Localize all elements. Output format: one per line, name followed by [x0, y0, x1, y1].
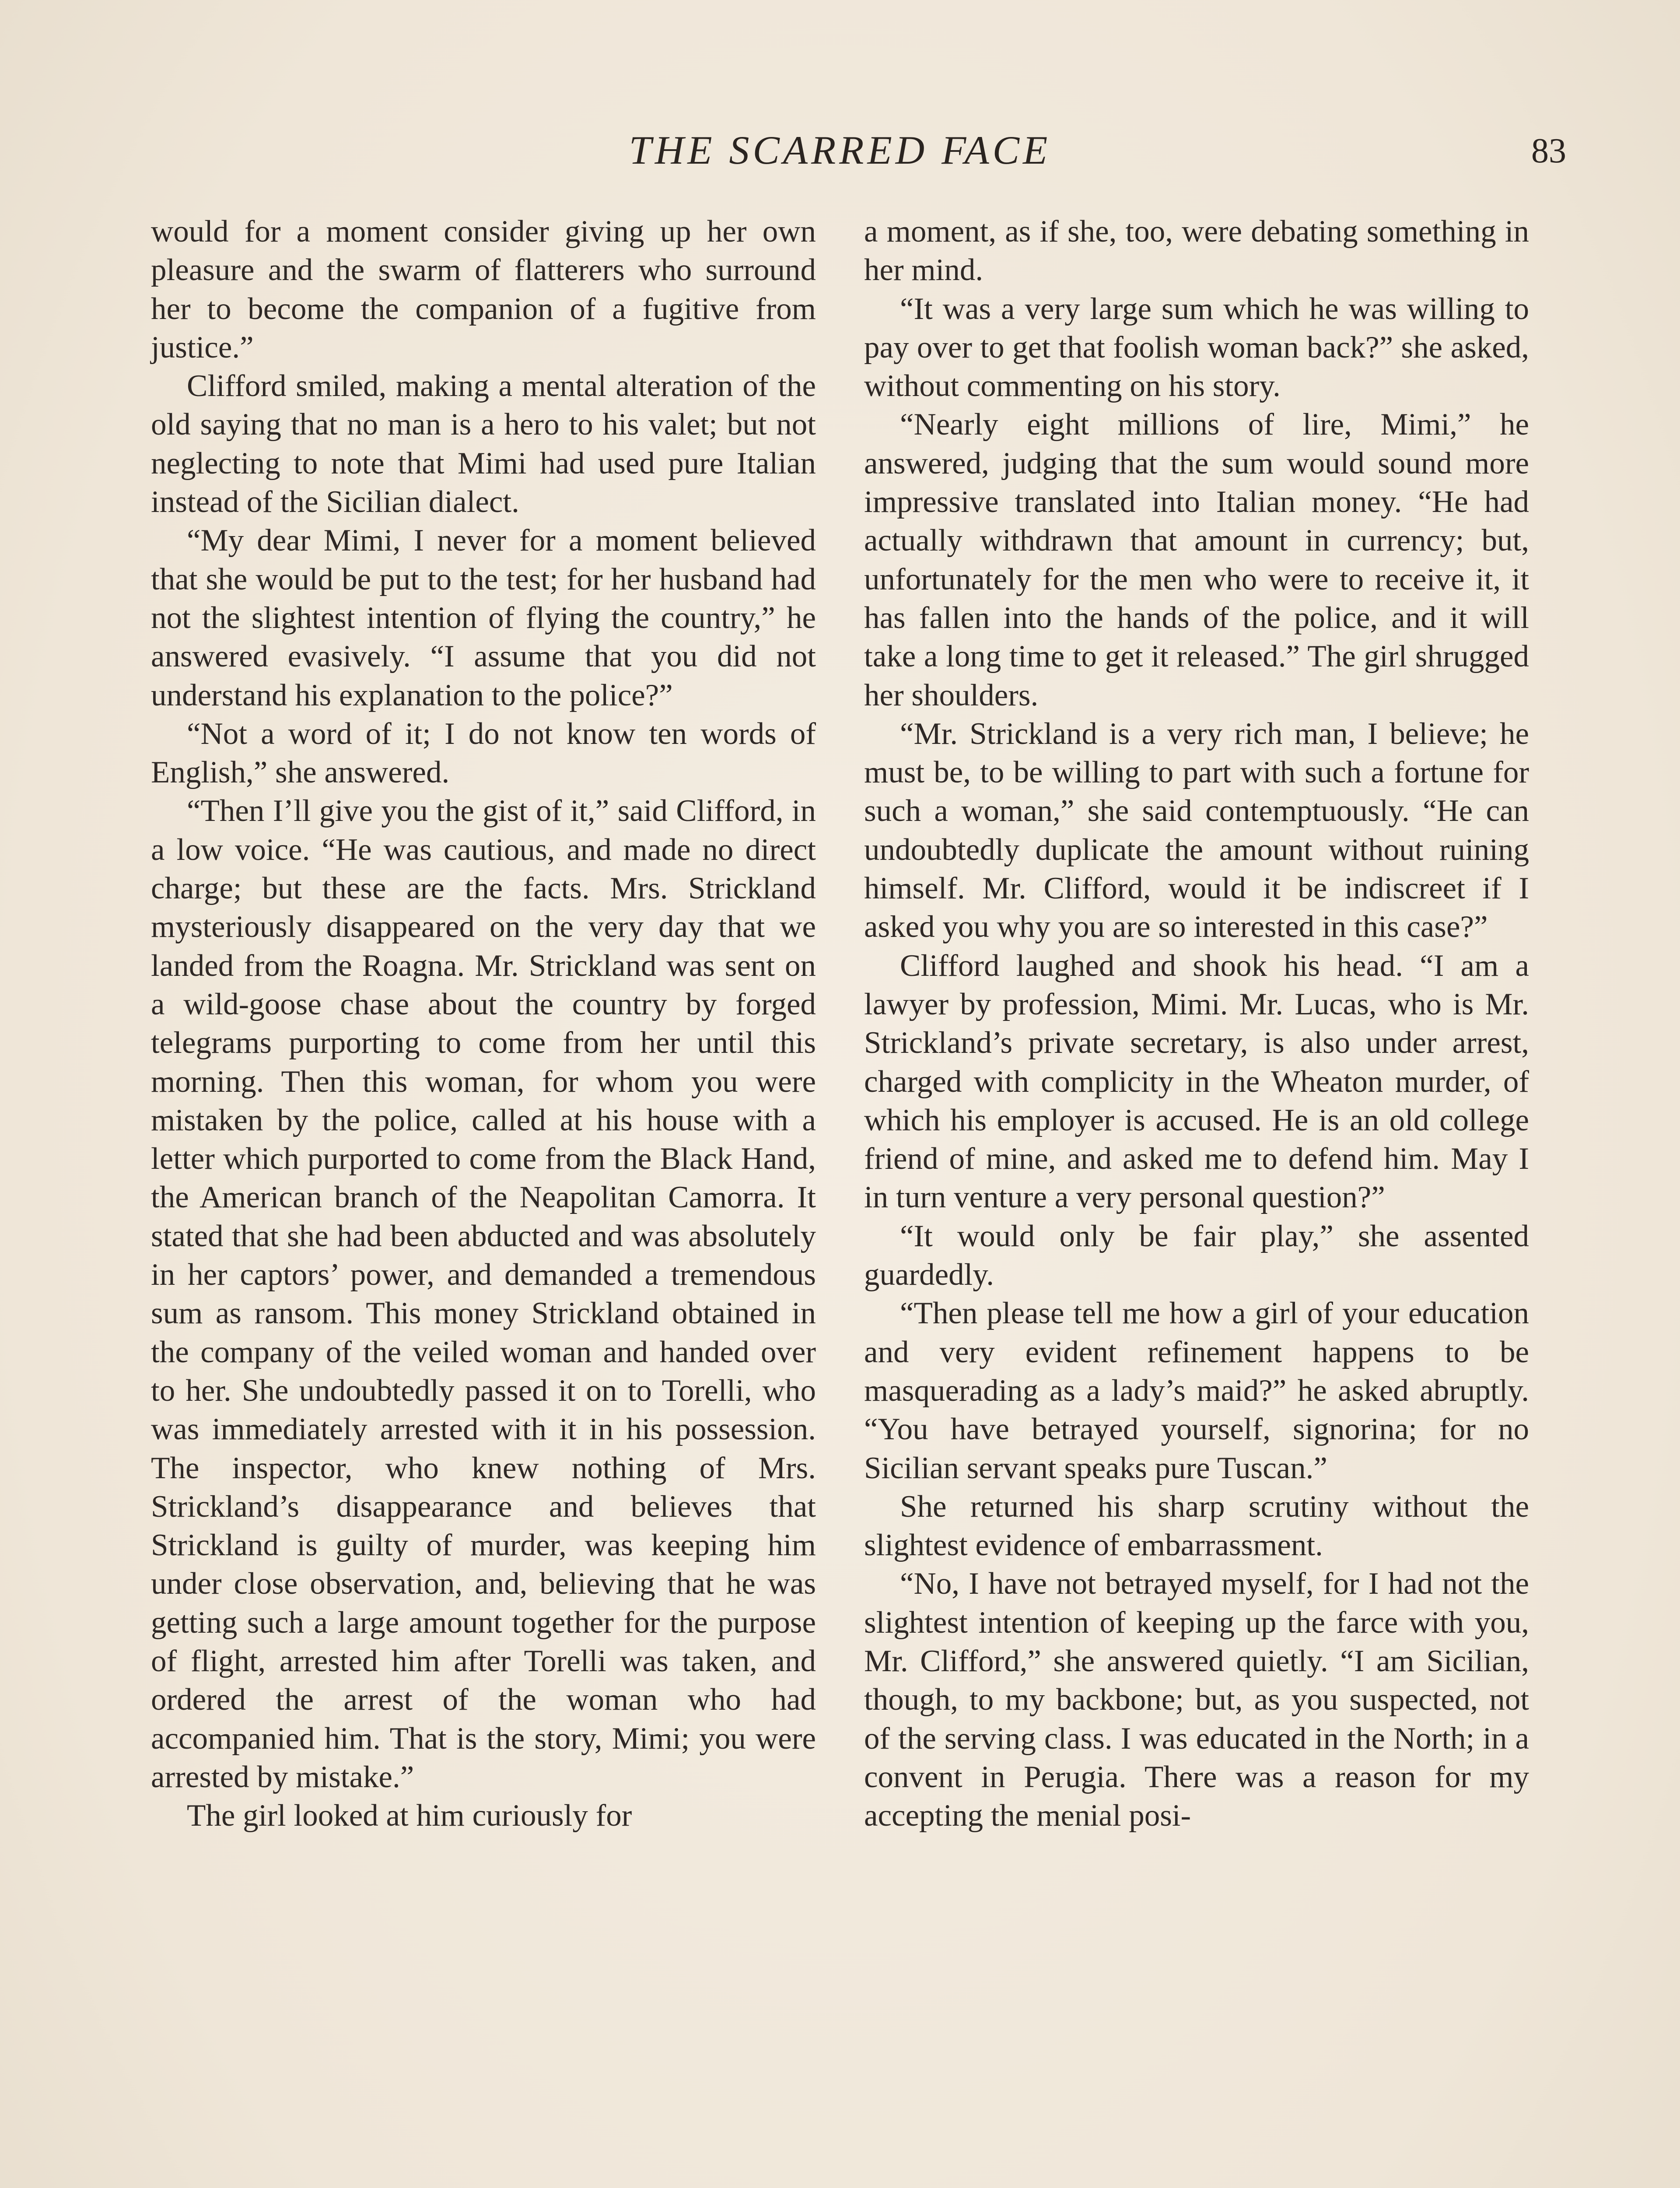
paragraph: “It would only be fair play,” she assented guardedly. — [864, 1219, 1529, 1292]
page-number: 83 — [1531, 132, 1566, 170]
paragraph: “Not a word of it; I do not know ten words of English,” she answered. — [151, 716, 816, 790]
paragraph: “Then please tell me how a girl of your education and very evident refinement happens to be masquerading as a lady’s maid?” he asked abruptly. “You have betrayed yourself, signorina; for no Sicilian servant speaks pure Tuscan.” — [864, 1296, 1529, 1485]
right-column — [864, 212, 1529, 1835]
paragraph: “My dear Mimi, I never for a moment believed that she would be put to the test; for her husband had not the slightest intention of flying the country,” he answered evasively. “I assume that you did not understand his explanation to the police?” — [151, 523, 816, 712]
paragraph: “It was a very large sum which he was willing to pay over to get that foolish woman back?” she asked, without commenting on his story. — [864, 291, 1529, 403]
paragraph: “Then I’ll give you the gist of it,” said Clifford, in a low voice. “He was cautious, and made no direct charge; but these are the facts. Mrs. Strickland mysteriously disappeared on the very day that we landed from the Roagna. Mr. Strickland was sent on a wild-goose chase about the country by forged telegrams purporting to come from her until this morning. Then this woman, for whom you were mistaken by the police, called at his house with a letter which purported to come from the Black Hand, the American branch of the Neapolitan Camorra. It stated that she had been abducted and was absolutely in her captors’ power, and demanded a tremendous sum as ransom. This money Strickland obtained in the company of the veiled woman and handed over to her. She undoubtedly passed it on to Torelli, who was immediately arrested with it in his possession. The inspector, who knew nothing of Mrs. Strickland’s disappearance and believes that Strickland is guilty of murder, was keeping him under close observation, and, believing that he was getting such a large amount together for the purpose of flight, arrested him after Torelli was taken, and ordered the arrest of the woman who had accompanied him. That is the story, Mimi; you were arrested by mistake.” — [151, 794, 816, 1794]
running-title: THE SCARRED FACE — [629, 128, 1051, 172]
paragraph: “No, I have not betrayed myself, for I had not the slightest intention of keeping up the farce with you, Mr. Clifford,” she answered quietly. “I am Sicilian, though, to my backbone; but, as you suspected, not of the serving class. I was educated in the North; in a convent in Perugia. There was a reason for my accepting the menial posi- — [864, 1567, 1529, 1833]
paragraph: She returned his sharp scrutiny without the slightest evidence of embarrassment. — [864, 1489, 1529, 1563]
left-column — [151, 212, 816, 1835]
paragraph: Clifford smiled, making a mental alteration of the old saying that no man is a hero to his valet; but not neglecting to note that Mimi had used pure Italian instead of the Sicilian dialect. — [151, 369, 816, 519]
paragraph: would for a moment consider giving up her own pleasure and the swarm of flatterers who surround her to become the companion of a fugitive from justice.” — [151, 214, 816, 365]
paragraph: The girl looked at him curiously for — [187, 1799, 632, 1833]
paragraph: “Nearly eight millions of lire, Mimi,” he answered, judging that the sum would sound more impressive translated into Italian money. “He had actually withdrawn that amount in currency; but, unfortunately for the men who were to receive it, it has fallen into the hands of the police, and it will take a long time to get it released.” The girl shrugged her shoulders. — [864, 407, 1529, 712]
paragraph: “Mr. Strickland is a very rich man, I believe; he must be, to be willing to part with such a fortune for such a woman,” she said contemptuously. “He can undoubtedly duplicate the amount without ruining himself. Mr. Clifford, would it be indiscreet if I asked you why you are so interested in this case?” — [864, 716, 1529, 944]
paragraph: a moment, as if she, too, were debating something in her mind. — [864, 214, 1529, 288]
paragraph: Clifford laughed and shook his head. “I am a lawyer by profession, Mimi. Mr. Lucas, who is Mr. Strickland’s private secretary, is also under arrest, charged with complicity in the Wheaton murder, of which his employer is accused. He is an old college friend of mine, and asked me to defend him. May I in turn venture a very personal question?” — [864, 948, 1529, 1215]
